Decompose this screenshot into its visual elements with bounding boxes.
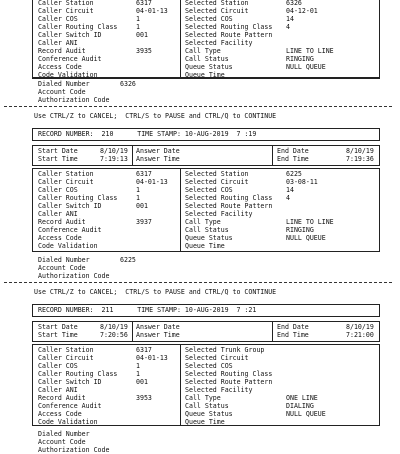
authorization-code-label: Authorization Code	[38, 96, 110, 104]
start-time-value: 7:19:13	[100, 155, 128, 163]
selected-field-label: Selected Routing Class	[185, 194, 273, 202]
caller-field-value: 04-01-13	[136, 7, 168, 15]
selected-field-label: Call Type	[185, 394, 221, 402]
record-211-header-text: RECORD NUMBER: 211 TIME STAMP: 10-AUG-2019 7 :21	[38, 306, 257, 314]
caller-field-value: 1	[136, 194, 140, 202]
selected-field-value: 04-12-01	[286, 7, 318, 15]
selected-field-label: Selected COS	[185, 15, 233, 23]
caller-field-label: Caller Circuit	[38, 7, 94, 15]
selected-field-label: Selected Routing Class	[185, 23, 273, 31]
end-date-value: 8/10/19	[346, 147, 374, 155]
account-code-label: Account Code	[38, 88, 86, 96]
start-date-label: Start Date	[38, 147, 78, 155]
selected-field-value: 03-08-11	[286, 178, 318, 186]
account-code-label: Account Code	[38, 438, 86, 446]
caller-field-label: Caller Routing Class	[38, 23, 118, 31]
caller-field-label: Caller Switch ID	[38, 202, 102, 210]
dialed-number-label: Dialed Number	[38, 256, 90, 264]
caller-field-value: 6317	[136, 346, 152, 354]
selected-field-label: Queue Time	[185, 242, 225, 250]
selected-field-label: Call Status	[185, 55, 229, 63]
selected-field-value: 4	[286, 23, 290, 31]
caller-field-label: Caller Switch ID	[38, 378, 102, 386]
caller-field-value: 04-01-13	[136, 354, 168, 362]
answer-time-label: Answer Time	[136, 155, 180, 163]
end-time-value: 7:21:00	[346, 331, 374, 339]
selected-field-value: NULL QUEUE	[286, 63, 326, 71]
selected-field-label: Selected Facility	[185, 39, 253, 47]
answer-time-label: Answer Time	[136, 331, 180, 339]
selected-field-value: ONE LINE	[286, 394, 318, 402]
selected-field-value: 14	[286, 186, 294, 194]
caller-field-label: Caller Station	[38, 346, 94, 354]
selected-field-value: 4	[286, 194, 290, 202]
caller-field-label: Caller Switch ID	[38, 31, 102, 39]
caller-field-label: Code Validation	[38, 71, 98, 79]
end-time-label: End Time	[277, 331, 309, 339]
record-211-datetime	[32, 321, 380, 342]
selected-field-label: Queue Status	[185, 63, 233, 71]
caller-field-value: 04-01-13	[136, 178, 168, 186]
account-code-label: Account Code	[38, 264, 86, 272]
caller-field-label: Caller ANI	[38, 210, 78, 218]
caller-field-value: 001	[136, 202, 148, 210]
end-time-value: 7:19:36	[346, 155, 374, 163]
selected-field-label: Selected Routing Class	[185, 370, 273, 378]
end-date-label: End Date	[277, 323, 309, 331]
selected-field-value: 14	[286, 15, 294, 23]
record-210-header-text: RECORD NUMBER: 210 TIME STAMP: 10-AUG-2019 7 :19	[38, 130, 257, 138]
caller-field-label: Caller Circuit	[38, 178, 94, 186]
caller-field-label: Caller Station	[38, 170, 94, 178]
caller-field-value: 001	[136, 31, 148, 39]
caller-field-label: Caller ANI	[38, 39, 78, 47]
dialed-number-label: Dialed Number	[38, 80, 90, 88]
caller-field-label: Caller Routing Class	[38, 370, 118, 378]
caller-field-label: Access Code	[38, 410, 82, 418]
caller-field-value: 6317	[136, 170, 152, 178]
selected-field-label: Selected Route Pattern	[185, 378, 273, 386]
caller-field-value: 3935	[136, 47, 152, 55]
caller-field-value: 3953	[136, 394, 152, 402]
caller-field-label: Conference Audit	[38, 226, 102, 234]
end-date-value: 8/10/19	[346, 323, 374, 331]
caller-field-label: Caller Circuit	[38, 354, 94, 362]
authorization-code-label: Authorization Code	[38, 446, 110, 454]
selected-field-label: Queue Time	[185, 418, 225, 426]
selected-field-label: Selected Route Pattern	[185, 31, 273, 39]
caller-field-value: 1	[136, 186, 140, 194]
selected-field-label: Queue Status	[185, 234, 233, 242]
end-date-label: End Date	[277, 147, 309, 155]
cancel-instruction: Use CTRL/Z to CANCEL; CTRL/S to PAUSE and CTRL/Q to CONTINUE	[34, 112, 277, 120]
selected-field-label: Call Type	[185, 47, 221, 55]
selected-field-value: NULL QUEUE	[286, 410, 326, 418]
caller-field-label: Caller COS	[38, 362, 78, 370]
selected-field-label: Selected Station	[185, 0, 249, 7]
selected-field-label: Selected Facility	[185, 386, 253, 394]
caller-field-label: Code Validation	[38, 418, 98, 426]
record-210-datetime	[32, 145, 380, 166]
selected-field-label: Queue Time	[185, 71, 225, 79]
caller-field-label: Access Code	[38, 234, 82, 242]
selected-field-value: RINGING	[286, 55, 314, 63]
selected-field-value: RINGING	[286, 226, 314, 234]
selected-field-label: Queue Status	[185, 410, 233, 418]
caller-field-label: Caller Station	[38, 0, 94, 7]
start-date-value: 8/10/19	[100, 323, 128, 331]
start-time-label: Start Time	[38, 155, 78, 163]
selected-field-label: Selected Circuit	[185, 354, 249, 362]
dialed-number-value: 6225	[120, 256, 136, 264]
selected-field-label: Call Type	[185, 218, 221, 226]
end-time-label: End Time	[277, 155, 309, 163]
start-time-value: 7:20:56	[100, 331, 128, 339]
selected-field-value: NULL QUEUE	[286, 234, 326, 242]
caller-field-label: Record Audit	[38, 394, 86, 402]
selected-field-value: 6225	[286, 170, 302, 178]
selected-field-label: Call Status	[185, 402, 229, 410]
caller-field-value: 1	[136, 362, 140, 370]
caller-field-value: 1	[136, 15, 140, 23]
start-time-label: Start Time	[38, 331, 78, 339]
selected-field-label: Selected COS	[185, 362, 233, 370]
selected-field-label: Selected Circuit	[185, 7, 249, 15]
caller-field-label: Record Audit	[38, 47, 86, 55]
caller-field-label: Caller COS	[38, 186, 78, 194]
caller-field-label: Caller Routing Class	[38, 194, 118, 202]
cancel-instruction: Use CTRL/Z to CANCEL; CTRL/S to PAUSE and CTRL/Q to CONTINUE	[34, 288, 277, 296]
selected-field-value: DIALING	[286, 402, 314, 410]
start-date-label: Start Date	[38, 323, 78, 331]
caller-field-label: Access Code	[38, 63, 82, 71]
caller-field-value: 1	[136, 23, 140, 31]
selected-field-value: LINE TO LINE	[286, 218, 334, 226]
answer-date-label: Answer Date	[136, 323, 180, 331]
dialed-number-label: Dialed Number	[38, 430, 90, 438]
caller-field-value: 6317	[136, 0, 152, 7]
selected-field-label: Selected Station	[185, 170, 249, 178]
caller-field-label: Caller ANI	[38, 386, 78, 394]
caller-field-label: Conference Audit	[38, 402, 102, 410]
selected-field-label: Selected Route Pattern	[185, 202, 273, 210]
caller-field-label: Code Validation	[38, 242, 98, 250]
caller-field-value: 1	[136, 370, 140, 378]
answer-date-label: Answer Date	[136, 147, 180, 155]
selected-field-label: Selected Facility	[185, 210, 253, 218]
selected-field-label: Selected Circuit	[185, 178, 249, 186]
selected-field-label: Call Status	[185, 226, 229, 234]
selected-field-value: LINE TO LINE	[286, 47, 334, 55]
authorization-code-label: Authorization Code	[38, 272, 110, 280]
caller-field-value: 3937	[136, 218, 152, 226]
caller-field-label: Caller COS	[38, 15, 78, 23]
caller-field-value: 001	[136, 378, 148, 386]
dialed-number-value: 6326	[120, 80, 136, 88]
caller-field-label: Record Audit	[38, 218, 86, 226]
selected-field-label: Selected COS	[185, 186, 233, 194]
selected-field-label: Selected Trunk Group	[185, 346, 265, 354]
selected-field-value: 6326	[286, 0, 302, 7]
start-date-value: 8/10/19	[100, 147, 128, 155]
caller-field-label: Conference Audit	[38, 55, 102, 63]
